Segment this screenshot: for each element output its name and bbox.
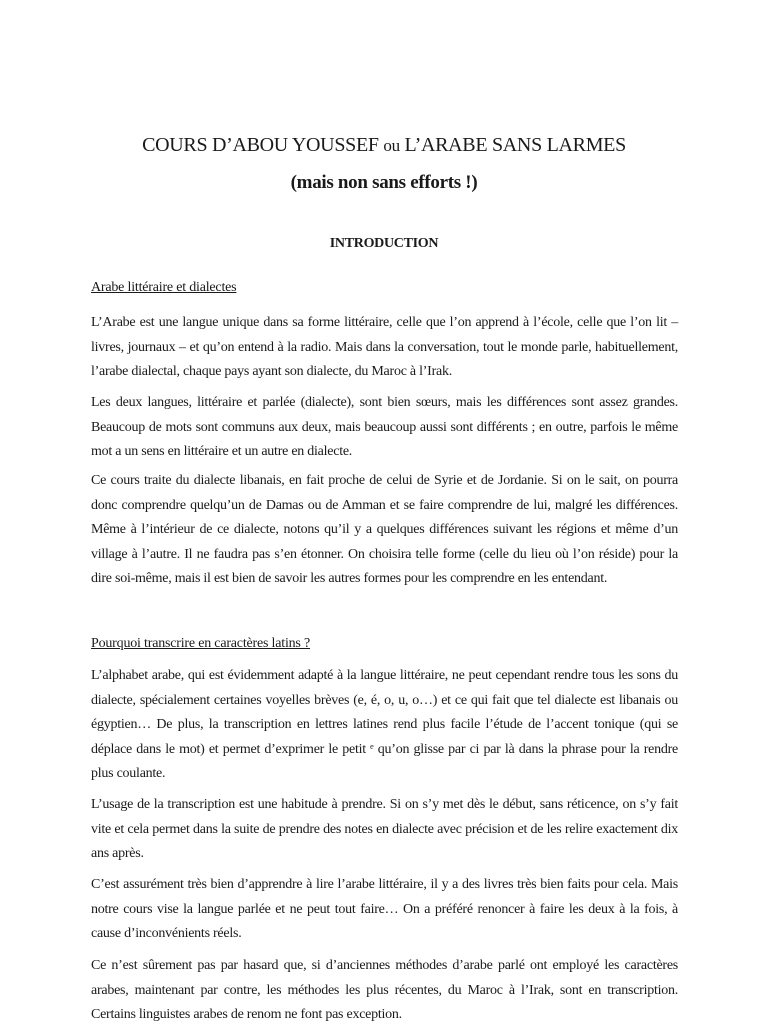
paragraph: L’alphabet arabe, qui est évidemment adapté à la langue littéraire, ne peut cependant rendre tous les sons du dialecte, spécialement certaines voyelles brèves (e, é, o, u, o…) et ce qui fait que tel dialecte est libanais ou égyptien… De plus, la transcription en lettres latines rend plus facile l’étude de l’accent tonique (qui se déplace dans le mot) et permet d’exprimer le petit ᵉ qu’on glisse par ci par là dans la phrase pour la rendre plus coulante. [91,668,678,781]
title-end: L’ARABE SANS LARMES [404,134,626,156]
title-main: COURS D’ABOU YOUSSEF [142,134,379,156]
paragraph: L’Arabe est une langue unique dans sa forme littéraire, celle que l’on apprend à l’école, celle que l’on lit – livres, journaux – et qu’on entend à la radio. Mais dans la conversation, tout le monde parle, habituellement, l’arabe dialectal, chaque pays ayant son dialecte, du Maroc à l’Irak. [91,315,678,379]
title-connector: ou [383,136,400,155]
paragraph: Les deux langues, littéraire et parlée (dialecte), sont bien sœurs, mais les différences sont assez grandes. Beaucoup de mots sont communs aux deux, mais beaucoup aussi sont différents ; en outre, parfois le même mot a un sens en littéraire et un autre en dialecte. [91,395,678,459]
paragraph: Ce cours traite du dialecte libanais, en fait proche de celui de Syrie et de Jordanie. Si on le sait, on pourra donc comprendre quelqu’un de Damas ou de Amman et se faire comprendre de lui, malgré les différences. Même à l’intérieur de ce dialecte, notons qu’il y a quelques différences suivant les régions et même d’un village à l’autre. Il ne faudra pas s’en étonner. On choisira telle forme (celle du lieu où l’on réside) pour la dire soi-même, mais il est bien de savoir les autres formes pour les comprendre en les entendant. [91,473,678,586]
document-subtitle: (mais non sans efforts !) [290,172,478,193]
introduction-heading: INTRODUCTION [329,236,439,251]
paragraph: L’usage de la transcription est une habitude à prendre. Si on s’y met dès le début, sans réticence, on s’y fait vite et cela permet dans la suite de prendre des notes en dialecte avec précision et de les relire exactement dix ans après. [91,797,678,861]
paragraph: Ce n’est sûrement pas par hasard que, si d’anciennes méthodes d’arabe parlé ont employé les caractères arabes, maintenant par contre, les méthodes les plus récentes, du Maroc à l’Irak, sont en transcription. Certains linguistes arabes de renom ne font pas exception. [91,958,678,1022]
section-heading-arabe-litteraire: Arabe littéraire et dialectes [91,280,237,295]
document-title [0,134,768,157]
paragraph: C’est assurément très bien d’apprendre à lire l’arabe littéraire, il y a des livres très bien faits pour cela. Mais notre cours vise la langue parlée et ne peut tout faire… On a préféré renoncer à faire les deux à la fois, à cause d’inconvénients réels. [91,877,678,941]
section-heading-pourquoi-transcrire: Pourquoi transcrire en caractères latins ? [91,636,310,651]
